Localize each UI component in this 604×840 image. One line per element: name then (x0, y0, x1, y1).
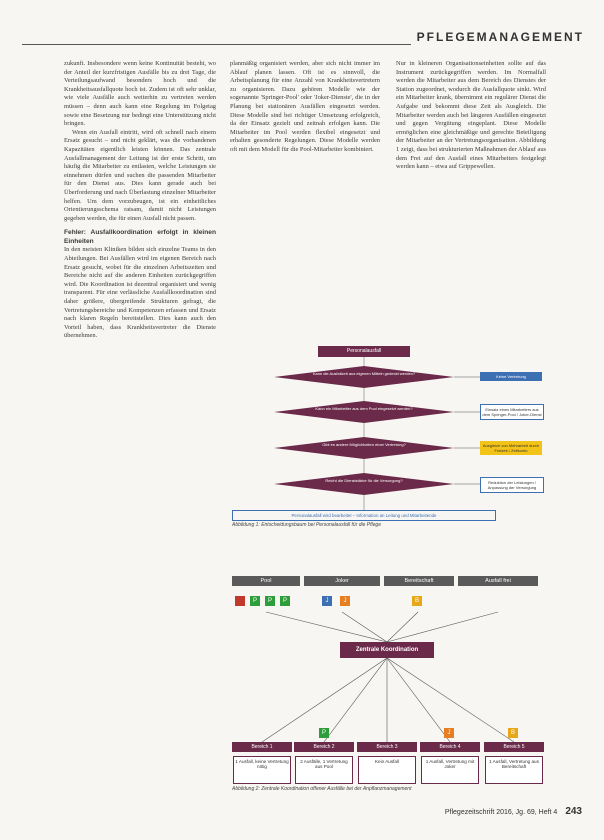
unit-status: 1 Ausfall, keine Vertretung nötig (233, 756, 291, 784)
staff-chip: B (412, 596, 422, 606)
figure-decision-tree (232, 346, 542, 526)
figure-coordination (232, 576, 552, 776)
section-title: PFLEGEMANAGEMENT (411, 28, 590, 46)
unit-box: Bereich 4 (420, 742, 480, 752)
text-column-3 (396, 60, 546, 172)
staff-chip: P (280, 596, 290, 606)
staff-chip: J (322, 596, 332, 606)
unit-box: Bereich 2 (294, 742, 354, 752)
outcome-box: Keine Vertretung (480, 372, 542, 381)
staff-chip: B (508, 728, 518, 738)
paragraph: Nur in kleineren Organisationseinheiten sollte auf das Instrument zurückgegriffen werden. Im Normalfall werden die Mitarbeiter aus dem Bereich des Dienstes der Station zugeordnet, wodurch die Ausfallquote sinkt. Wird ein Mitarbeiter krank, übernimmt ein regulärer Dienst die Aufgabe und bekommt diese Zeit als Ausgleich. Die Mitarbeiter werden auch bei längeren Ausfällen eingesetzt und gegen Vergütung eingeplant. Diese Modelle ermöglichen eine gleichmäßige und gerechte Beteiligung der Mitarbeiter an der Vertretungsorganisation. Abbildung 1 zeigt, dass bei strukturierten Maßnahmen der Ablauf aus dem Frei auf den Ausfall eines Mitarbeiters festgelegt werden kann – etwa auf Grippewellen. (396, 60, 546, 171)
decision-label: Kann die Ausfallzeit aus eigenen Mitteln gedeckt werden? (312, 371, 416, 376)
unit-status: 1 Ausfall, Vertretung aus Bereitschaft (485, 756, 543, 784)
unit-status: 1 Ausfall, Vertretung mit Joker (421, 756, 479, 784)
category-header: Pool (232, 576, 300, 586)
text-column-1 (64, 60, 216, 341)
page-number: 243 (565, 806, 582, 817)
unit-box: Bereich 5 (484, 742, 544, 752)
page-footer (445, 806, 582, 817)
subheading: Fehler: Ausfallkoordination erfolgt in kleinen Einheiten (64, 229, 216, 245)
category-header: Ausfall frei (458, 576, 538, 586)
staff-chip (235, 596, 245, 606)
text-column-2 (230, 60, 380, 155)
paragraph: Wenn ein Ausfall eintritt, wird oft schnell nach einem Ersatz gesucht – und nicht geklärt, was die vorhandenen Kapazitäten eigentlich leisten können. Das zentrale Ausfallmanagement der Leitung ist der erste Schritt, um häufig die Mitarbeiter zu entlasten, welche Leistungen sie einnehmen dürfen und suchen die passenden Mitarbeiter für den Dienst aus. Dies kann gerade auch bei Überforderung und nach Überlastung einzelner Mitarbeiter helfen. Um dem vorzubeugen, ist ein einheitliches Orientierungsschema ratsam, damit nicht Leistungen gegeben werden, die für einen Ausfall nicht passen. (64, 128, 216, 222)
outcome-box: Einsatz eines Mitarbeiters aus dem Springer-Pool / Joker-Dienst (480, 404, 544, 420)
unit-status: 2 Ausfälle, 1 Vertretung aus Pool (295, 756, 353, 784)
decision-label: Gibt es andere Möglichkeiten einer Vertretung? (322, 442, 406, 447)
journal-citation: Pflegezeitschrift 2016, Jg. 69, Heft 4 (444, 809, 558, 816)
staff-chip: J (340, 596, 350, 606)
staff-chip: J (444, 728, 454, 738)
staff-chip: P (265, 596, 275, 606)
staff-chip: P (250, 596, 260, 606)
decision-node (274, 401, 454, 423)
flow-start: Personalausfall (318, 346, 410, 357)
decision-label: Reicht die Dienststärke für die Versorgung? (325, 478, 403, 483)
paragraph: In den meisten Kliniken bilden sich einzelne Teams in den Abteilungen. Bei Ausfällen wird im eigenen Bereich nach Ersatz gesucht, wobei für die einzelnen Arbeitszeiten und Bereiche nicht auf die anderen Einheiten zurückgegriffen wird. Die Koordination ist dezentral organisiert und wenig transparent. Für eine verlässliche Ausfallkoordination sind daher größere, übergreifende Strukturen gefragt, die Vertretungsbereiche und Kompetenzen erfassen und Ersatz nach klaren Regeln bereitstellen. Dies kann auch den Vorteil haben, dass Krankheitsvertreter die Dienste übernehmen. (64, 246, 216, 340)
category-header: Bereitschaft (384, 576, 454, 586)
decision-node (274, 473, 454, 495)
figure-caption: Abbildung 1: Entscheidungsbaum bei Personalausfall für die Pflege (232, 522, 381, 528)
paragraph: planmäßig organisiert werden, aber sich nicht immer im Ablauf planen lassen. Oft ist es sinnvoll, die Arbeitsplanung für eine Anzahl von Krankheitsvertretern zu organisieren. Dazu gehören Modelle wie der sogenannte 'Springer-Pool' oder 'Joker-Dienste', die in der Planung bei stationären Ausfällen eingesetzt werden. Diese Modelle sind bei richtiger Umsetzung erfolgreich, da der Einsatz gezielt und zeitnah erfolgen kann. Die Mitarbeiter im Pool werden flexibel eingesetzt und erhalten gesonderte Regelungen. Diese Modelle werden oft mit dem Modell für die Pool-Mitarbeiter kombiniert. (230, 60, 380, 153)
flow-end: Personalausfall wird bearbeitet – Information an Leitung und Mitarbeitende (232, 510, 496, 521)
central-coordination: Zentrale Koordination (340, 642, 434, 658)
decision-node (274, 437, 454, 459)
unit-box: Bereich 3 (357, 742, 417, 752)
decision-label: Kann ein Mitarbeiter aus dem Pool eingesetzt werden? (315, 406, 413, 411)
page-header (0, 18, 604, 48)
category-header: Joker (304, 576, 380, 586)
outcome-box: Reduktion der Leistungen / Anpassung der Versorgung (480, 477, 544, 493)
staff-chip: P (319, 728, 329, 738)
decision-node (274, 366, 454, 388)
figure-caption: Abbildung 2: Zentrale Koordination offener Ausfälle bei der Anpflanzmanagement (232, 786, 412, 792)
unit-status: Kein Ausfall (358, 756, 416, 784)
unit-box: Bereich 1 (232, 742, 292, 752)
paragraph: zukunft. Insbesondere wenn keine Kontinuität besteht, wo der Anteil der kurzfristigen Ausfälle bis zu drei Tage, die Verteilungsaufwand besonders hoch und die Krankheitsausfallquote hoch ist. Zudem ist oft sehr unklar, wie viele Ausfälle auch weiterhin zu vertreten werden müssen – denn auch kann eine Regelung im Folgetag sowie eine Besetzung nur bedingt eine Unterstützung nicht bringen. (64, 60, 216, 128)
outcome-box: Ausgleich von Mehrarbeit durch Freizeit / Zeitkonto (480, 441, 542, 455)
